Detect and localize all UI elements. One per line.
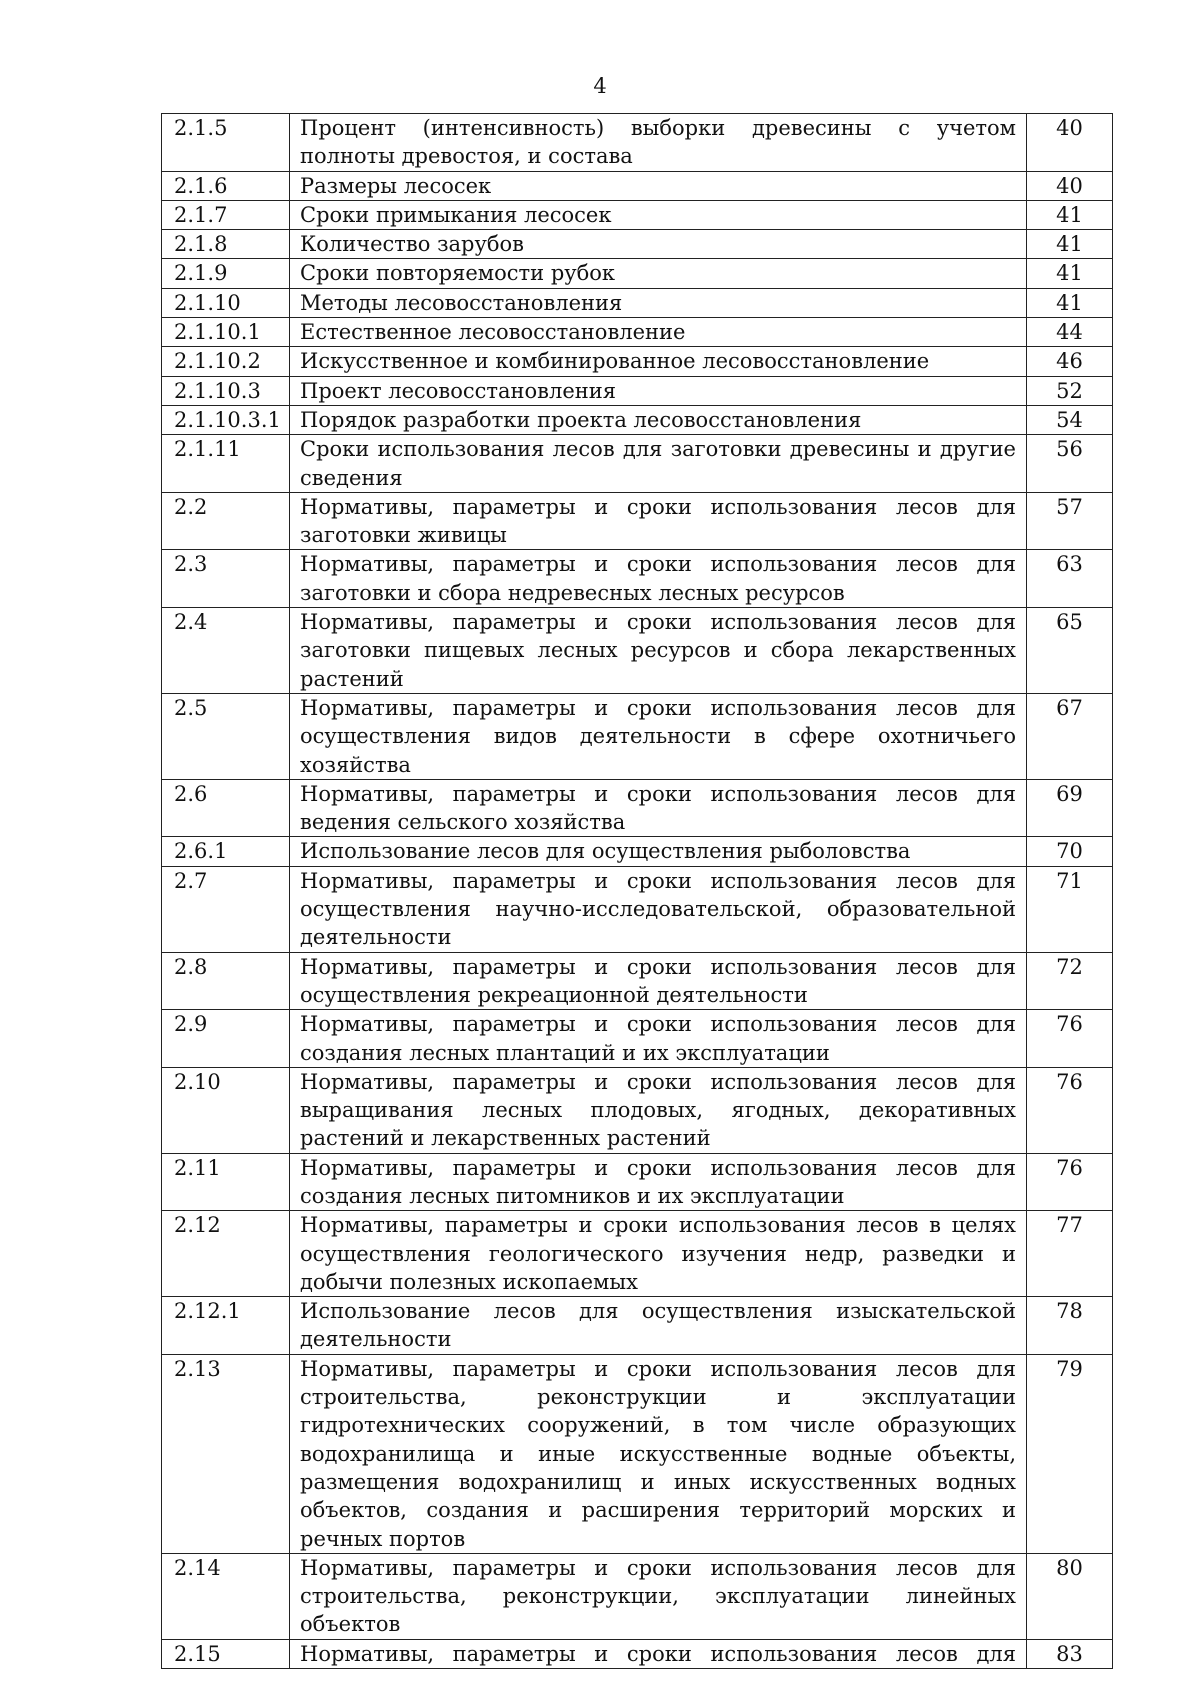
page-ref: 41: [1027, 200, 1113, 229]
page-ref: 44: [1027, 318, 1113, 347]
page-ref: 78: [1027, 1297, 1113, 1355]
page-ref: 65: [1027, 608, 1113, 694]
table-row: [162, 259, 1113, 288]
section-title: Процент (интенсивность) выборки древесины с учетом полноты древостоя, и состава: [290, 114, 1027, 172]
section-number: 2.11: [162, 1153, 290, 1211]
table-row: [162, 435, 1113, 493]
table-row: [162, 114, 1113, 172]
section-number: 2.1.9: [162, 259, 290, 288]
section-title: Нормативы, параметры и сроки использования лесов для заготовки живицы: [290, 492, 1027, 550]
page-number: 4: [593, 74, 607, 98]
section-number: 2.1.10.3.1: [162, 405, 290, 434]
table-row: [162, 693, 1113, 779]
section-title: Нормативы, параметры и сроки использования лесов для осуществления видов деятельности в сфере охотничьего хозяйства: [290, 693, 1027, 779]
section-number: 2.2: [162, 492, 290, 550]
section-number: 2.3: [162, 550, 290, 608]
section-number: 2.6: [162, 779, 290, 837]
page-ref: 76: [1027, 1010, 1113, 1068]
section-number: 2.1.10: [162, 288, 290, 317]
section-number: 2.14: [162, 1553, 290, 1639]
section-title: Использование лесов для осуществления рыболовства: [290, 837, 1027, 866]
table-row: [162, 550, 1113, 608]
section-number: 2.12: [162, 1211, 290, 1297]
section-number: 2.8: [162, 952, 290, 1010]
table-row: [162, 1354, 1113, 1553]
page-ref: 63: [1027, 550, 1113, 608]
section-title: Естественное лесовосстановление: [290, 318, 1027, 347]
section-number: 2.7: [162, 866, 290, 952]
table-row: [162, 608, 1113, 694]
page-ref: 76: [1027, 1067, 1113, 1153]
section-title: Нормативы, параметры и сроки использования лесов для заготовки пищевых лесных ресурсов и сбора лекарственных растений: [290, 608, 1027, 694]
section-title: Порядок разработки проекта лесовосстановления: [290, 405, 1027, 434]
table-row: [162, 779, 1113, 837]
page-ref: 72: [1027, 952, 1113, 1010]
table-row: [162, 1211, 1113, 1297]
table-row: [162, 200, 1113, 229]
section-number: 2.5: [162, 693, 290, 779]
section-title: Количество зарубов: [290, 230, 1027, 259]
section-number: 2.1.6: [162, 171, 290, 200]
page-ref: 79: [1027, 1354, 1113, 1553]
table-row: [162, 492, 1113, 550]
section-title: Сроки использования лесов для заготовки древесины и другие сведения: [290, 435, 1027, 493]
page-ref: 67: [1027, 693, 1113, 779]
table-row: [162, 1010, 1113, 1068]
section-title: Нормативы, параметры и сроки использования лесов для осуществления научно-исследовательской, образовательной деятельности: [290, 866, 1027, 952]
section-title: Методы лесовосстановления: [290, 288, 1027, 317]
section-number: 2.1.11: [162, 435, 290, 493]
section-number: 2.1.5: [162, 114, 290, 172]
page-ref: 41: [1027, 230, 1113, 259]
page-ref: 77: [1027, 1211, 1113, 1297]
section-title: Нормативы, параметры и сроки использования лесов для заготовки и сбора недревесных лесных ресурсов: [290, 550, 1027, 608]
table-row: [162, 288, 1113, 317]
section-number: 2.1.10.1: [162, 318, 290, 347]
table-row: [162, 837, 1113, 866]
section-number: 2.12.1: [162, 1297, 290, 1355]
section-number: 2.9: [162, 1010, 290, 1068]
section-number: 2.1.10.3: [162, 376, 290, 405]
page-ref: 80: [1027, 1553, 1113, 1639]
section-title: Нормативы, параметры и сроки использования лесов для: [290, 1639, 1027, 1668]
page-ref: 71: [1027, 866, 1113, 952]
section-title: Нормативы, параметры и сроки использования лесов для ведения сельского хозяйства: [290, 779, 1027, 837]
page-ref: 56: [1027, 435, 1113, 493]
section-title: Нормативы, параметры и сроки использования лесов для создания лесных питомников и их эксплуатации: [290, 1153, 1027, 1211]
page-ref: 40: [1027, 114, 1113, 172]
section-title: Нормативы, параметры и сроки использования лесов для выращивания лесных плодовых, ягодных, декоративных растений и лекарственных растений: [290, 1067, 1027, 1153]
page-ref: 83: [1027, 1639, 1113, 1668]
page-ref: 76: [1027, 1153, 1113, 1211]
page-ref: 69: [1027, 779, 1113, 837]
table-row: [162, 1297, 1113, 1355]
page-ref: 40: [1027, 171, 1113, 200]
section-title: Нормативы, параметры и сроки использования лесов в целях осуществления геологического изучения недр, разведки и добычи полезных ископаемых: [290, 1211, 1027, 1297]
section-title: Проект лесовосстановления: [290, 376, 1027, 405]
section-number: 2.1.7: [162, 200, 290, 229]
section-number: 2.13: [162, 1354, 290, 1553]
section-title: Сроки повторяемости рубок: [290, 259, 1027, 288]
table-row: [162, 230, 1113, 259]
section-title: Нормативы, параметры и сроки использования лесов для осуществления рекреационной деятельности: [290, 952, 1027, 1010]
section-number: 2.1.10.2: [162, 347, 290, 376]
section-title: Нормативы, параметры и сроки использования лесов для строительства, реконструкции и эксплуатации гидротехнических сооружений, в том числе образующих водохранилища и иные искусственные водные объекты, размещения водохранилищ и иных искусственных водных объектов, создания и расширения территорий морских и речных портов: [290, 1354, 1027, 1553]
table-of-contents: [161, 113, 1113, 1669]
toc-body: [162, 114, 1113, 1669]
section-title: Нормативы, параметры и сроки использования лесов для создания лесных плантаций и их эксплуатации: [290, 1010, 1027, 1068]
table-row: [162, 866, 1113, 952]
page-ref: 70: [1027, 837, 1113, 866]
section-title: Нормативы, параметры и сроки использования лесов для строительства, реконструкции, эксплуатации линейных объектов: [290, 1553, 1027, 1639]
table-row: [162, 347, 1113, 376]
section-number: 2.4: [162, 608, 290, 694]
section-title: Сроки примыкания лесосек: [290, 200, 1027, 229]
section-title: Размеры лесосек: [290, 171, 1027, 200]
table-row: [162, 318, 1113, 347]
table-row: [162, 952, 1113, 1010]
section-number: 2.10: [162, 1067, 290, 1153]
table-row: [162, 1553, 1113, 1639]
table-row: [162, 376, 1113, 405]
table-row: [162, 1639, 1113, 1668]
table-row: [162, 405, 1113, 434]
section-number: 2.15: [162, 1639, 290, 1668]
page-ref: 57: [1027, 492, 1113, 550]
page-ref: 52: [1027, 376, 1113, 405]
page-ref: 46: [1027, 347, 1113, 376]
page-ref: 54: [1027, 405, 1113, 434]
table-row: [162, 171, 1113, 200]
page-ref: 41: [1027, 259, 1113, 288]
table-row: [162, 1153, 1113, 1211]
section-number: 2.6.1: [162, 837, 290, 866]
page-ref: 41: [1027, 288, 1113, 317]
section-title: Искусственное и комбинированное лесовосстановление: [290, 347, 1027, 376]
section-title: Использование лесов для осуществления изыскательской деятельности: [290, 1297, 1027, 1355]
table-row: [162, 1067, 1113, 1153]
section-number: 2.1.8: [162, 230, 290, 259]
